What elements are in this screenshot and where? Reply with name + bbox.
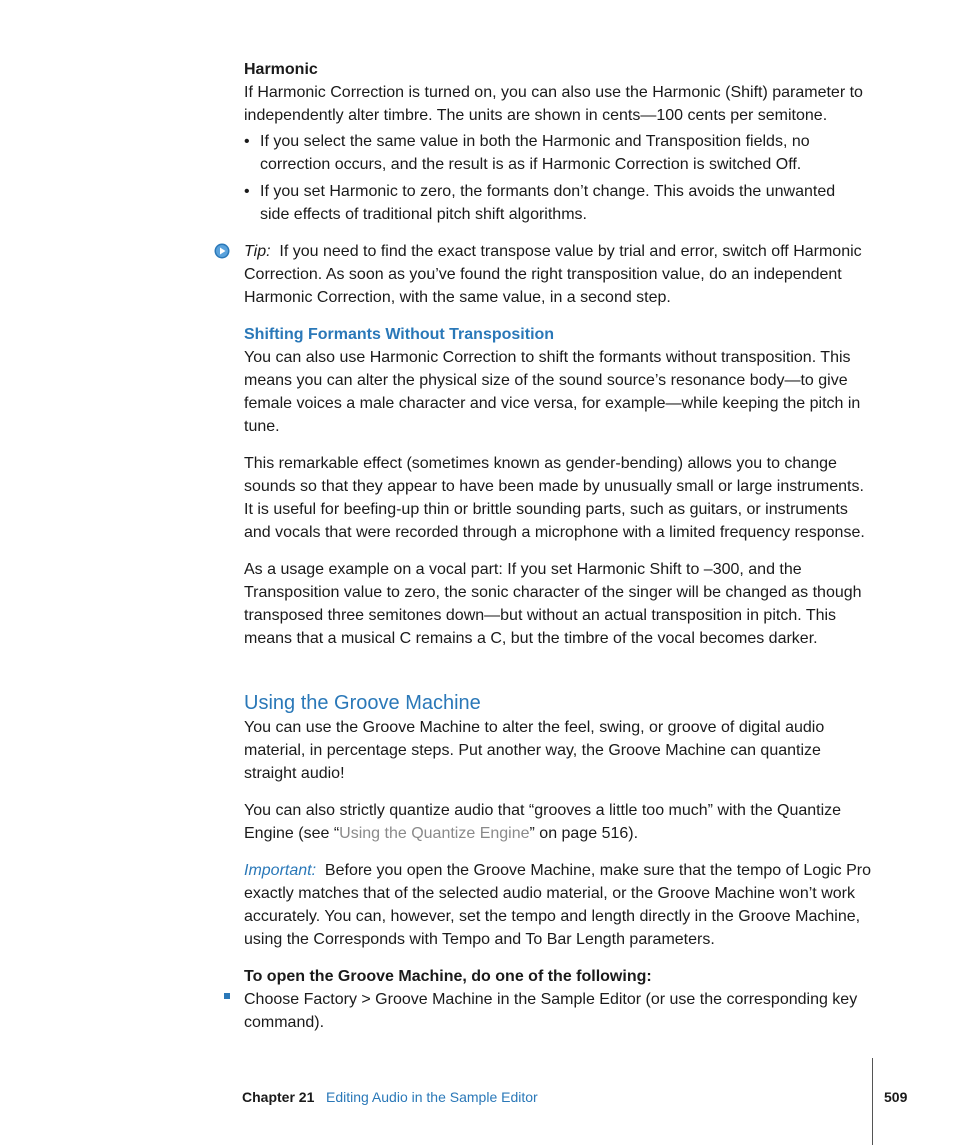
quantize-engine-link[interactable]: Using the Quantize Engine (339, 825, 530, 842)
groove-section (244, 690, 874, 1034)
harmonic-heading: Harmonic (244, 61, 318, 78)
task-heading: To open the Groove Machine, do one of the following: (244, 968, 652, 985)
bullet-text: If you select the same value in both the Harmonic and Transposition fields, no correction occurs, and the result is as if Harmonic Correction is switched Off. (260, 133, 810, 173)
bullet-dot: • (244, 183, 250, 200)
footer-divider (872, 1058, 873, 1145)
task-step: Choose Factory > Groove Machine in the Sample Editor (or use the corresponding key command). (244, 991, 858, 1031)
tip-label: Tip: (244, 243, 271, 260)
paragraph: As a usage example on a vocal part: If you set Harmonic Shift to –300, and the Transposition value to zero, the sonic character of the singer will be changed as though transposed three semitones down—but without an actual transposition in pitch. This means that a musical C remains a C, but the timbre of the vocal becomes darker. (244, 561, 862, 647)
shifting-section (244, 323, 874, 650)
bullet-dot: • (244, 133, 250, 150)
paragraph: This remarkable effect (sometimes known as gender-bending) allows you to change sounds so that they appear to have been made by unusually small or large instruments. It is useful for beefing-up thin or brittle sounding parts, such as guitars, or instruments and vocals that were recorded through a microphone with a limited frequency response. (244, 455, 865, 541)
footer-chapter-title[interactable]: Editing Audio in the Sample Editor (326, 1089, 538, 1105)
important-note (244, 859, 874, 951)
tip-arrow-icon (214, 243, 230, 259)
list-item (244, 180, 854, 226)
paragraph: You can use the Groove Machine to alter the feel, swing, or groove of digital audio material, in percentage steps. Put another way, the Groove Machine can quantize straight audio! (244, 719, 825, 782)
step-bullet-icon (224, 993, 230, 999)
harmonic-section (244, 58, 874, 127)
page-number: 509 (884, 1089, 908, 1105)
harmonic-intro: If Harmonic Correction is turned on, you can also use the Harmonic (Shift) parameter to independently alter timbre. The units are shown in cents—100 cents per semitone. (244, 84, 863, 124)
bullet-text: If you set Harmonic to zero, the formants don’t change. This avoids the unwanted side effects of traditional pitch shift algorithms. (260, 183, 836, 223)
harmonic-bullet-list (244, 130, 854, 226)
tip-block (244, 240, 874, 309)
list-item (244, 130, 854, 176)
groove-heading: Using the Groove Machine (244, 692, 481, 714)
important-text: Before you open the Groove Machine, make sure that the tempo of Logic Pro exactly matches that of the selected audio material, or the Groove Machine won’t work accurately. You can, however, set the tempo and length directly in the Groove Machine, using the Corresponds with Tempo and To Bar Length parameters. (244, 862, 872, 948)
paragraph: You can also use Harmonic Correction to shift the formants without transposition. This means you can alter the physical size of the sound source’s resonance body—to give female voices a male character and vice versa, for example—while keeping the pitch in tune. (244, 349, 861, 435)
important-label: Important: (244, 862, 317, 879)
footer-chapter: Chapter 21 (242, 1089, 315, 1105)
tip-text: If you need to find the exact transpose value by trial and error, switch off Harmonic Correction. As soon as you’ve found the right transposition value, do an independent Harmonic Correction, with the same value, in a second step. (244, 243, 862, 306)
paragraph: You can also strictly quantize audio that “grooves a little too much” with the Quantize Engine (see “Using the Quantize Engine” on page 516). (244, 802, 842, 842)
shifting-heading: Shifting Formants Without Transposition (244, 326, 555, 343)
